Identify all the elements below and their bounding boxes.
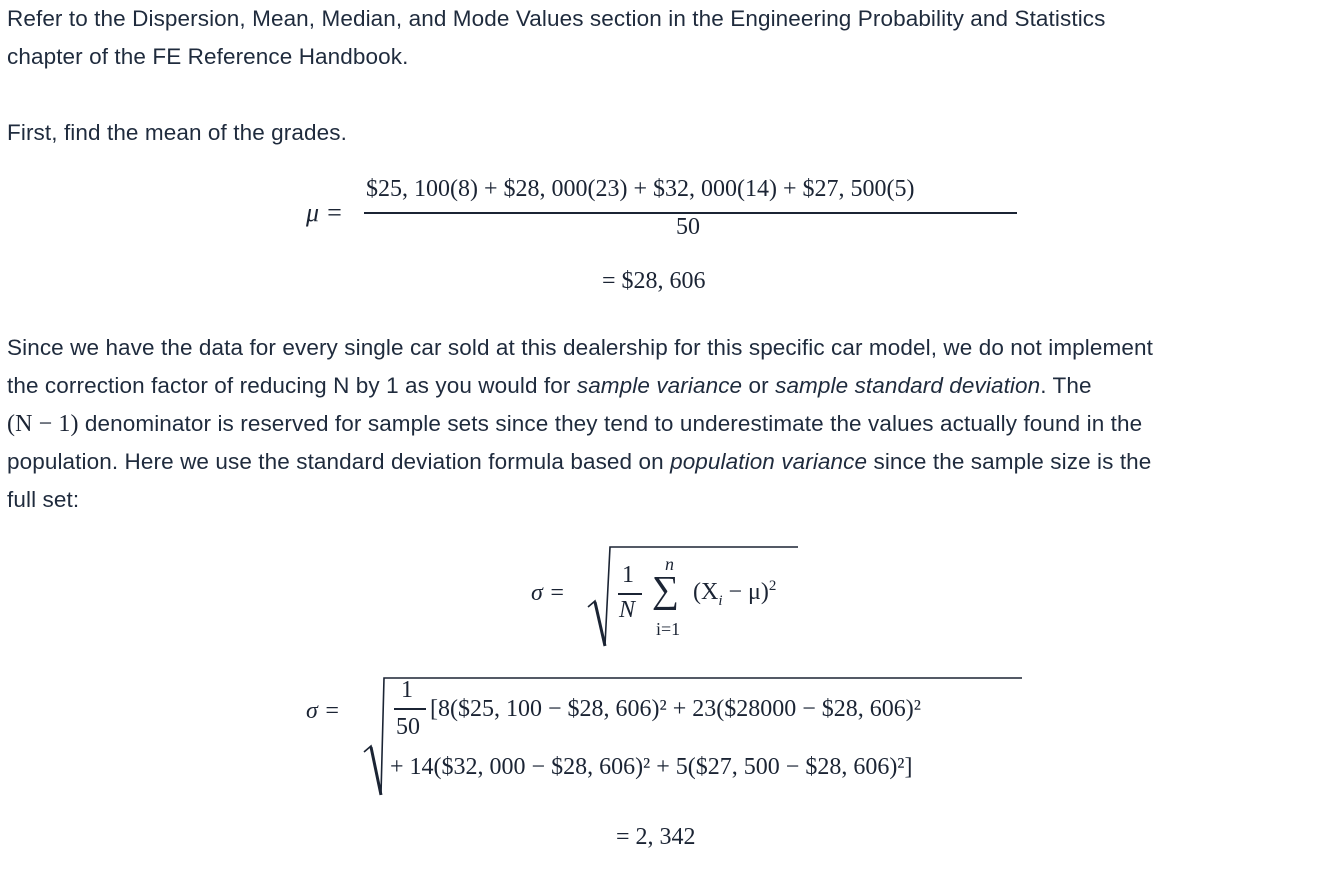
sd-calc-line-2: + 14($32, 000 − $28, 606)² + 5($27, 500 − $28, 606)²] [390, 754, 913, 780]
explanation-line-2: the correction factor of reducing N by 1 as you would for sample variance or sample standard deviation. The [7, 373, 1092, 398]
mean-lhs: μ = [306, 198, 344, 227]
sum-upper-limit: n [665, 554, 674, 574]
explanation-line-4: population. Here we use the standard deviation formula based on population variance since the sample size is the [7, 449, 1152, 474]
mean-result: = $28, 606 [602, 268, 706, 294]
step-1-text: First, find the mean of the grades. [7, 120, 347, 145]
explanation-line-5: full set: [7, 487, 80, 512]
intro-paragraph [7, 0, 1322, 76]
sd-calc-radical-sign [362, 676, 1026, 800]
sd-calc-frac-numerator: 1 [401, 677, 413, 703]
explanation-paragraph [7, 329, 1322, 519]
n-minus-1-math: (N − 1) [7, 411, 79, 437]
summation-symbol: ∑ [652, 569, 680, 611]
mean-numerator: $25, 100(8) + $28, 000(23) + $32, 000(14) + $27, 500(5) [366, 176, 915, 202]
sd-frac-denominator: N [619, 597, 636, 623]
sd-calc-line-1: [8($25, 100 − $28, 606)² + 23($28000 − $28, 606)² [430, 696, 921, 722]
mean-denominator: 50 [676, 214, 700, 240]
sd-calc-frac-bar [394, 708, 426, 710]
sd-term: $(X_i - \mu)^2$ [693, 578, 777, 609]
intro-line-1: Refer to the Dispersion, Mean, Median, and Mode Values section in the Engineering Probability and Statistics [7, 6, 1106, 31]
explanation-line-1: Since we have the data for every single car sold at this dealership for this specific car model, we do not implement [7, 335, 1153, 360]
sd-frac-numerator: 1 [622, 562, 634, 588]
sd-frac-bar [618, 593, 642, 595]
sd-calc-result: = 2, 342 [616, 824, 696, 850]
intro-line-2: chapter of the FE Reference Handbook. [7, 44, 409, 69]
sd-lhs: σ = [531, 580, 566, 606]
sum-lower-limit: i=1 [656, 619, 681, 639]
explanation-line-3: (N − 1) denominator is reserved for sample sets since they tend to underestimate the values actually found in the [7, 411, 1143, 437]
sd-calc-frac-denominator: 50 [396, 714, 420, 740]
sd-calc-lhs: σ = [306, 698, 341, 724]
